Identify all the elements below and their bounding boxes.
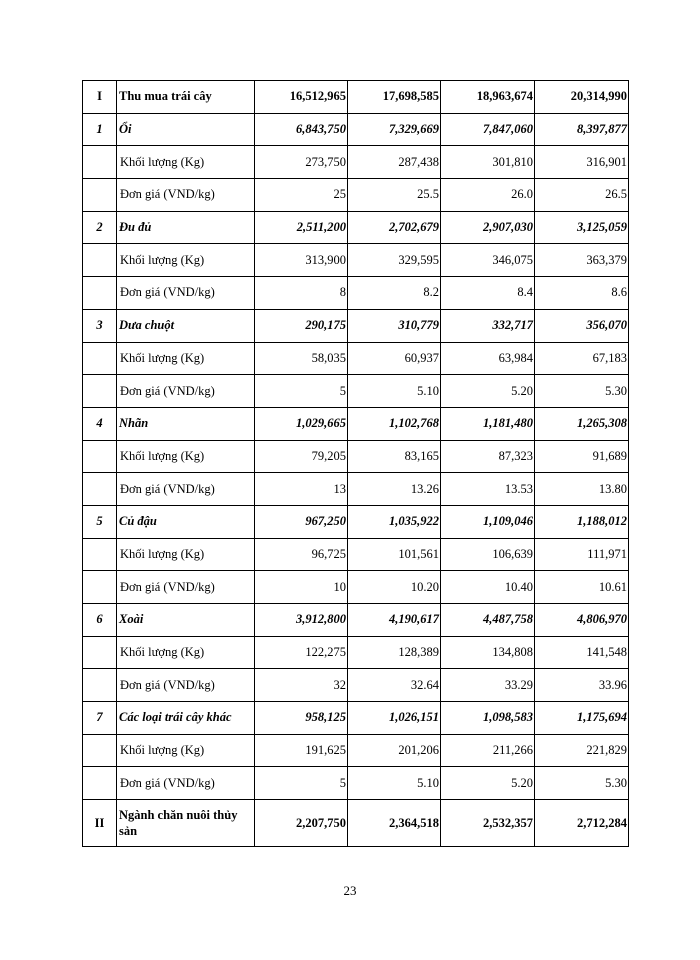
value-cell: 33.29 <box>441 669 535 702</box>
value-cell: 5.30 <box>535 767 629 800</box>
row-number-cell: 6 <box>83 604 117 637</box>
value-cell: 25 <box>255 179 348 212</box>
value-cell: 8.4 <box>441 277 535 310</box>
value-cell: 3,125,059 <box>535 211 629 244</box>
value-cell: 96,725 <box>255 538 348 571</box>
row-label-cell: Đu đủ <box>117 211 255 244</box>
value-cell: 310,779 <box>348 309 441 342</box>
row-label-cell: Các loại trái cây khác <box>117 702 255 735</box>
value-cell: 8,397,877 <box>535 113 629 146</box>
row-number-cell: 7 <box>83 702 117 735</box>
value-cell: 301,810 <box>441 146 535 179</box>
row-number-cell <box>83 538 117 571</box>
value-cell: 1,102,768 <box>348 407 441 440</box>
value-cell: 13.80 <box>535 473 629 506</box>
row-number-cell: 2 <box>83 211 117 244</box>
row-number-cell <box>83 179 117 212</box>
value-cell: 128,389 <box>348 636 441 669</box>
value-cell: 7,329,669 <box>348 113 441 146</box>
value-cell: 201,206 <box>348 734 441 767</box>
value-cell: 2,712,284 <box>535 800 629 847</box>
value-cell: 63,984 <box>441 342 535 375</box>
item-row <box>83 604 629 637</box>
value-cell: 346,075 <box>441 244 535 277</box>
table-body <box>83 81 629 847</box>
value-cell: 25.5 <box>348 179 441 212</box>
row-label-cell: Khối lượng (Kg) <box>117 538 255 571</box>
value-cell: 20,314,990 <box>535 81 629 114</box>
value-cell: 5.20 <box>441 767 535 800</box>
value-cell: 316,901 <box>535 146 629 179</box>
value-cell: 4,806,970 <box>535 604 629 637</box>
table-subrow <box>83 146 629 179</box>
value-cell: 32 <box>255 669 348 702</box>
value-cell: 122,275 <box>255 636 348 669</box>
value-cell: 1,098,583 <box>441 702 535 735</box>
value-cell: 10.40 <box>441 571 535 604</box>
value-cell: 1,109,046 <box>441 505 535 538</box>
value-cell: 13 <box>255 473 348 506</box>
value-cell: 101,561 <box>348 538 441 571</box>
row-label-cell: Đơn giá (VND/kg) <box>117 277 255 310</box>
value-cell: 60,937 <box>348 342 441 375</box>
row-label-cell: Khối lượng (Kg) <box>117 440 255 473</box>
row-number-cell: 1 <box>83 113 117 146</box>
value-cell: 1,175,694 <box>535 702 629 735</box>
table-subrow <box>83 538 629 571</box>
value-cell: 363,379 <box>535 244 629 277</box>
value-cell: 2,511,200 <box>255 211 348 244</box>
row-label-cell: Đơn giá (VND/kg) <box>117 767 255 800</box>
value-cell: 2,702,679 <box>348 211 441 244</box>
value-cell: 1,188,012 <box>535 505 629 538</box>
item-row <box>83 407 629 440</box>
value-cell: 79,205 <box>255 440 348 473</box>
value-cell: 83,165 <box>348 440 441 473</box>
value-cell: 5.30 <box>535 375 629 408</box>
row-number-cell <box>83 473 117 506</box>
value-cell: 2,907,030 <box>441 211 535 244</box>
table-subrow <box>83 734 629 767</box>
value-cell: 1,265,308 <box>535 407 629 440</box>
value-cell: 967,250 <box>255 505 348 538</box>
value-cell: 5.20 <box>441 375 535 408</box>
item-row <box>83 309 629 342</box>
value-cell: 3,912,800 <box>255 604 348 637</box>
value-cell: 356,070 <box>535 309 629 342</box>
value-cell: 191,625 <box>255 734 348 767</box>
value-cell: 8.2 <box>348 277 441 310</box>
row-label-cell: Khối lượng (Kg) <box>117 244 255 277</box>
row-number-cell <box>83 767 117 800</box>
row-label-cell: Khối lượng (Kg) <box>117 636 255 669</box>
row-number-cell: 4 <box>83 407 117 440</box>
row-number-cell <box>83 734 117 767</box>
table-subrow <box>83 669 629 702</box>
value-cell: 141,548 <box>535 636 629 669</box>
value-cell: 8.6 <box>535 277 629 310</box>
item-row <box>83 505 629 538</box>
value-cell: 13.53 <box>441 473 535 506</box>
row-label-cell: Khối lượng (Kg) <box>117 342 255 375</box>
value-cell: 1,035,922 <box>348 505 441 538</box>
value-cell: 91,689 <box>535 440 629 473</box>
section-row <box>83 81 629 114</box>
value-cell: 273,750 <box>255 146 348 179</box>
row-label-cell: Ngành chăn nuôi thủy sản <box>117 800 255 847</box>
value-cell: 6,843,750 <box>255 113 348 146</box>
value-cell: 87,323 <box>441 440 535 473</box>
value-cell: 26.5 <box>535 179 629 212</box>
value-cell: 958,125 <box>255 702 348 735</box>
value-cell: 332,717 <box>441 309 535 342</box>
row-label-cell: Khối lượng (Kg) <box>117 734 255 767</box>
value-cell: 5.10 <box>348 375 441 408</box>
row-label-cell: Thu mua trái cây <box>117 81 255 114</box>
value-cell: 10 <box>255 571 348 604</box>
row-number-cell <box>83 146 117 179</box>
row-number-cell <box>83 375 117 408</box>
value-cell: 1,181,480 <box>441 407 535 440</box>
row-label-cell: Ổi <box>117 113 255 146</box>
row-label-cell: Củ đậu <box>117 505 255 538</box>
value-cell: 2,364,518 <box>348 800 441 847</box>
value-cell: 5.10 <box>348 767 441 800</box>
row-number-cell <box>83 342 117 375</box>
value-cell: 7,847,060 <box>441 113 535 146</box>
value-cell: 290,175 <box>255 309 348 342</box>
value-cell: 18,963,674 <box>441 81 535 114</box>
value-cell: 313,900 <box>255 244 348 277</box>
value-cell: 17,698,585 <box>348 81 441 114</box>
page-number: 23 <box>343 883 357 898</box>
value-cell: 5 <box>255 767 348 800</box>
value-cell: 211,266 <box>441 734 535 767</box>
row-number-cell <box>83 277 117 310</box>
item-row <box>83 113 629 146</box>
row-label-cell: Đơn giá (VND/kg) <box>117 473 255 506</box>
row-label-cell: Đơn giá (VND/kg) <box>117 179 255 212</box>
row-number-cell <box>83 571 117 604</box>
value-cell: 1,029,665 <box>255 407 348 440</box>
item-row <box>83 702 629 735</box>
value-cell: 13.26 <box>348 473 441 506</box>
row-label-cell: Đơn giá (VND/kg) <box>117 571 255 604</box>
row-number-cell <box>83 440 117 473</box>
row-number-cell: I <box>83 81 117 114</box>
table-subrow <box>83 767 629 800</box>
table-subrow <box>83 473 629 506</box>
value-cell: 287,438 <box>348 146 441 179</box>
value-cell: 1,026,151 <box>348 702 441 735</box>
value-cell: 4,190,617 <box>348 604 441 637</box>
section-row <box>83 800 629 847</box>
table-subrow <box>83 342 629 375</box>
row-number-cell <box>83 636 117 669</box>
row-number-cell <box>83 669 117 702</box>
value-cell: 67,183 <box>535 342 629 375</box>
value-cell: 221,829 <box>535 734 629 767</box>
value-cell: 8 <box>255 277 348 310</box>
value-cell: 111,971 <box>535 538 629 571</box>
value-cell: 2,532,357 <box>441 800 535 847</box>
value-cell: 134,808 <box>441 636 535 669</box>
table-subrow <box>83 636 629 669</box>
table-subrow <box>83 277 629 310</box>
row-label-cell: Nhãn <box>117 407 255 440</box>
row-number-cell <box>83 244 117 277</box>
data-table <box>82 80 629 847</box>
row-number-cell: 5 <box>83 505 117 538</box>
value-cell: 2,207,750 <box>255 800 348 847</box>
value-cell: 58,035 <box>255 342 348 375</box>
value-cell: 10.61 <box>535 571 629 604</box>
value-cell: 4,487,758 <box>441 604 535 637</box>
value-cell: 32.64 <box>348 669 441 702</box>
row-label-cell: Dưa chuột <box>117 309 255 342</box>
value-cell: 33.96 <box>535 669 629 702</box>
table-subrow <box>83 244 629 277</box>
table-subrow <box>83 571 629 604</box>
table-subrow <box>83 375 629 408</box>
row-label-cell: Đơn giá (VND/kg) <box>117 669 255 702</box>
row-label-cell: Đơn giá (VND/kg) <box>117 375 255 408</box>
table-subrow <box>83 440 629 473</box>
row-number-cell: 3 <box>83 309 117 342</box>
value-cell: 16,512,965 <box>255 81 348 114</box>
row-label-cell: Xoài <box>117 604 255 637</box>
item-row <box>83 211 629 244</box>
value-cell: 5 <box>255 375 348 408</box>
value-cell: 26.0 <box>441 179 535 212</box>
value-cell: 10.20 <box>348 571 441 604</box>
table-subrow <box>83 179 629 212</box>
value-cell: 106,639 <box>441 538 535 571</box>
row-label-cell: Khối lượng (Kg) <box>117 146 255 179</box>
row-number-cell: II <box>83 800 117 847</box>
value-cell: 329,595 <box>348 244 441 277</box>
